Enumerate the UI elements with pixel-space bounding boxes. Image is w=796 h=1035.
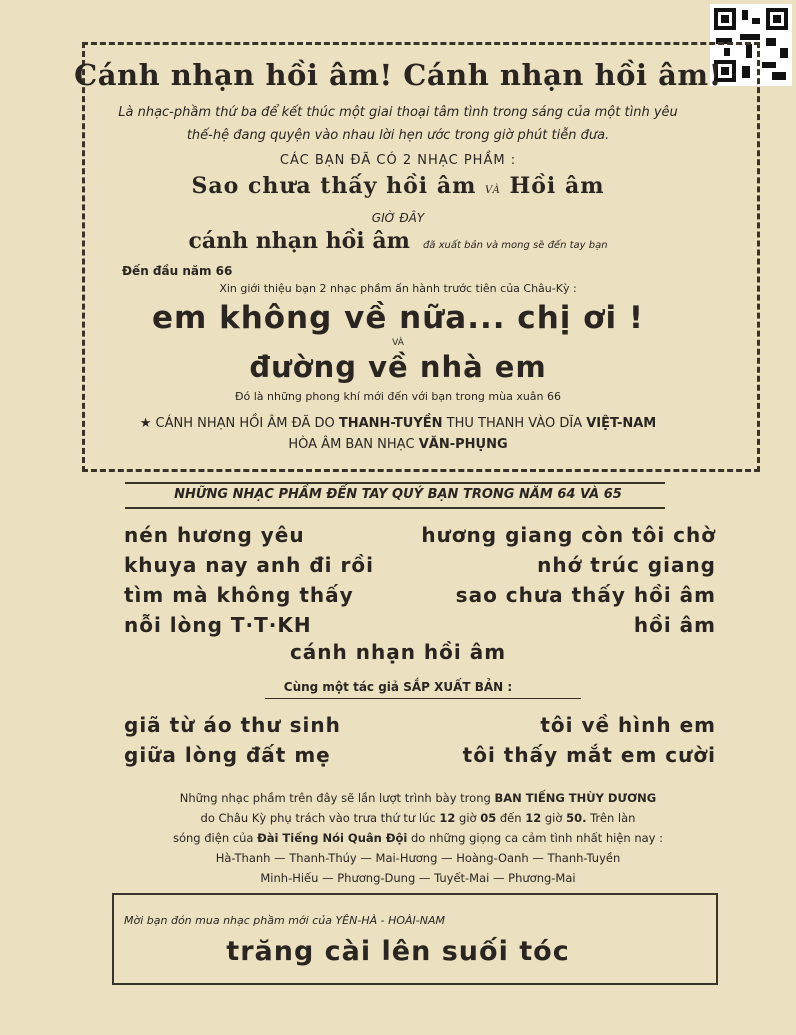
radio-info xyxy=(110,788,726,888)
band-text: HÒA ÂM BAN NHẠC xyxy=(288,437,415,452)
record-text: THU THANH VÀO DĨA xyxy=(446,416,583,431)
band-note xyxy=(0,437,796,452)
record-note xyxy=(0,416,796,431)
intro-line-1: Là nhạc-phầm thứ ba để kết thúc một giai thoại tâm tình trong sáng của một tình yêu xyxy=(118,105,678,120)
label-name: VIỆT-NAM xyxy=(586,416,657,431)
promo-song: trăng cài lên suối tóc xyxy=(226,936,570,967)
radio-text: do những giọng ca cảm tình nhất hiện nay : xyxy=(410,831,663,845)
radio-text: đến xyxy=(499,811,522,825)
star-icon: ★ xyxy=(139,416,152,431)
divider xyxy=(125,482,665,484)
radio-text: sóng điện của xyxy=(172,831,254,845)
upcoming-right xyxy=(463,710,716,770)
band-name: VĂN-PHỤNG xyxy=(418,437,508,452)
divider xyxy=(265,698,581,699)
current-note: đã xuất bản và mong sẽ đến tay bạn xyxy=(422,240,608,251)
upcoming-left xyxy=(124,710,341,770)
song-item: tìm mà không thấy xyxy=(124,583,354,607)
song-item: nén hương yêu xyxy=(124,523,305,547)
radio-text: giờ xyxy=(544,811,563,825)
song-item: hồi âm xyxy=(633,613,716,637)
song-item: nhớ trúc giang xyxy=(537,553,716,577)
spring-note: Đó là những phong khí mới đến với bạn trong mùa xuân 66 xyxy=(234,390,562,403)
song-item: giã từ áo thư sinh xyxy=(124,713,341,737)
new-song-1: em không về nữa... chị ơi ! xyxy=(151,300,645,336)
divider xyxy=(125,507,665,509)
song-item: tôi thấy mắt em cười xyxy=(462,743,716,767)
radio-text: Trên làn xyxy=(590,811,636,825)
singers-list: Hà-Thanh — Thanh-Thúy — Mai-Hương — Hoàng-Oanh — Thanh-Tuyền xyxy=(215,851,621,865)
list-heading: NHỮNG NHẠC PHẦM ĐẾN TAY QUÝ BẠN TRONG NĂM 64 VÀ 65 xyxy=(174,487,622,502)
song-item: giữa lòng đất mẹ xyxy=(124,743,331,767)
prior-songs xyxy=(0,173,796,199)
have-two-text: CÁC BẠN ĐÃ CÓ 2 NHẠC PHẦM : xyxy=(279,153,517,168)
time: 50. xyxy=(566,811,587,825)
song-title: Sao chưa thấy hồi âm xyxy=(191,173,477,199)
song-title: Hồi âm xyxy=(509,173,605,199)
program-name: BAN TIẾNG THÙY DƯƠNG xyxy=(494,791,657,805)
early-66: Đến đầu năm 66 xyxy=(122,264,233,278)
current-song: cánh nhạn hồi âm xyxy=(188,228,410,254)
and-text-2: VÀ xyxy=(392,338,404,348)
record-text: CÁNH NHẠN HỒI ÂM ĐÃ DO xyxy=(155,416,335,431)
and-text: VÀ xyxy=(485,185,501,196)
radio-text: giờ xyxy=(459,811,477,825)
song-item: sao chưa thấy hồi âm xyxy=(455,583,716,607)
intro-line-2: thế-hệ đang quyện vào nhau lời hẹn ước trong giờ phút tiễn đưa. xyxy=(186,128,610,143)
new-song-2: đường về nhà em xyxy=(249,350,547,384)
upcoming-text: Cùng một tác giả xyxy=(283,680,400,694)
song-item: tôi về hình em xyxy=(540,713,716,737)
song-item: khuya nay anh đi rồi xyxy=(124,553,374,577)
time: 12 xyxy=(439,811,456,825)
upcoming-heading xyxy=(0,680,796,694)
songs-right xyxy=(421,520,716,640)
time: 05 xyxy=(480,811,497,825)
song-item: hương giang còn tôi chờ xyxy=(421,523,716,547)
introduce-text: Xin giới thiệu bạn 2 nhạc phầm ấn hành trước tiên của Châu-Kỳ : xyxy=(219,282,577,295)
station-name: Đài Tiếng Nói Quân Đội xyxy=(257,831,408,845)
current-song-line xyxy=(0,228,796,254)
now-text: GIỜ ĐÂY xyxy=(371,211,425,225)
main-title: Cánh nhạn hồi âm! Cánh nhạn hồi âm! xyxy=(74,58,722,92)
promo-invite: Mời bạn đón mua nhạc phầm mới của YÊN-HÀ - HOÀI-NAM xyxy=(124,914,445,927)
song-item: nỗi lòng T·T·KH xyxy=(124,613,312,637)
song-item: cánh nhạn hồi âm xyxy=(289,640,507,664)
upcoming-label: SẮP XUẤT BẢN : xyxy=(403,680,513,694)
singer-name: THANH-TUYỀN xyxy=(338,416,443,431)
songs-left xyxy=(124,520,374,640)
time: 12 xyxy=(525,811,542,825)
singers-list: Minh-Hiếu — Phương-Dung — Tuyết-Mai — Phương-Mai xyxy=(260,871,576,885)
radio-text: do Châu Kỳ phụ trách vào trưa thứ tư lúc xyxy=(200,811,436,825)
radio-text: Những nhạc phầm trên đây sẽ lần lượt trình bày trong xyxy=(179,791,491,805)
